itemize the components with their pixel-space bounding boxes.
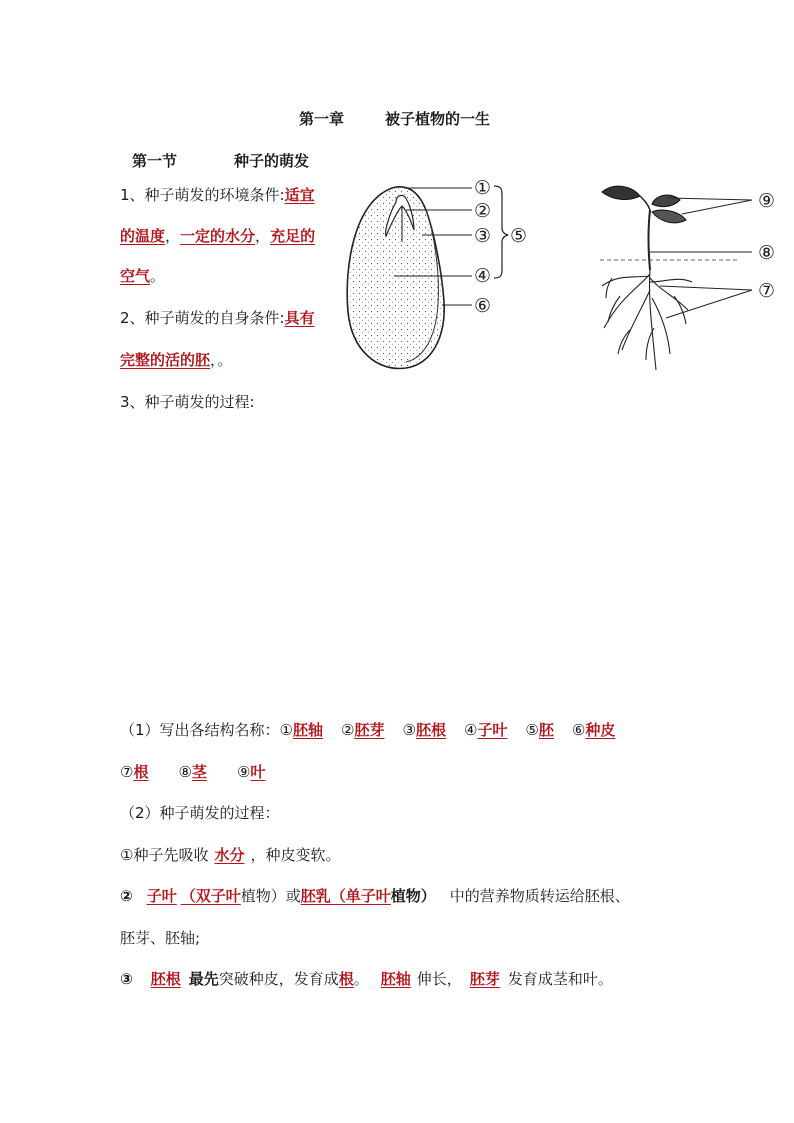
seed-label-4: ④ <box>474 265 492 287</box>
q1-line1 <box>120 185 315 205</box>
p2-line2-cont: 胚芽、胚轴; <box>120 929 201 947</box>
p2-line2 <box>120 886 630 906</box>
p1-line2 <box>120 762 265 782</box>
q1-line3 <box>120 266 165 286</box>
p1-ans-6: 种皮 <box>585 721 616 739</box>
seed-diagram <box>334 172 544 382</box>
p2-l2-ans2: 双子叶 <box>195 887 241 905</box>
seedling-label-7: ⑦ <box>758 280 776 302</box>
p2-l3-text3: 伸长， <box>416 970 462 988</box>
q1-answer-temp-a: 适宜 <box>284 186 315 204</box>
q2-answer-a: 具有 <box>284 309 315 327</box>
p2-l2-paren: （ <box>180 887 196 905</box>
p1-num-4: ④ <box>463 721 478 739</box>
cotyledon-right <box>652 210 686 223</box>
q1-prefix: 1、种子萌发的环境条件: <box>120 186 285 204</box>
cotyledon-left <box>652 195 680 207</box>
p2-l3-bold: 最先 <box>188 970 219 988</box>
p1-num-8: ⑧ <box>178 763 192 781</box>
seed-label-5: ⑤ <box>510 225 528 247</box>
p1-num-1: ① <box>279 721 293 739</box>
p2-l3-ans2: 根 <box>338 970 354 988</box>
p1-ans-2: 胚芽 <box>354 721 385 739</box>
top-leaf <box>602 186 640 199</box>
q1-answer-temp-b: 的温度 <box>120 227 166 245</box>
brace <box>494 186 508 278</box>
p1-ans-1: 胚轴 <box>293 721 324 739</box>
p1-ans-8: 茎 <box>191 763 207 781</box>
chapter-label: 第一章 <box>299 110 345 128</box>
p2-l1-post: ，种皮变软。 <box>250 846 341 864</box>
p1-line1 <box>120 720 615 740</box>
p2-l2-text1: 植物）或 <box>240 887 301 905</box>
q2-end: ，。 <box>210 351 233 369</box>
p1-num-7: ⑦ <box>120 763 134 781</box>
p2-line1 <box>120 845 340 865</box>
section-label: 第一节 <box>132 152 178 170</box>
p2-l3-text4: 发育成茎和叶。 <box>507 970 613 988</box>
p1-num-2: ② <box>341 721 355 739</box>
p1-ans-9: 叶 <box>250 763 266 781</box>
q1-sep2: ， <box>255 227 271 245</box>
p1-ans-7: 根 <box>133 763 149 781</box>
p2-line3 <box>120 969 613 989</box>
seedling-label-8: ⑧ <box>758 242 776 264</box>
q1-answer-water: 一定的水分 <box>180 227 256 245</box>
p2-l2-post: 中的营养物质转运给胚根、 <box>449 887 630 905</box>
p1-num-9: ⑨ <box>236 763 251 781</box>
p1-ans-3: 胚根 <box>415 721 446 739</box>
seed-label-2: ② <box>474 200 492 222</box>
q1-answer-air-a: 充足的 <box>270 227 316 245</box>
p1-num-6: ⑥ <box>571 721 586 739</box>
seedling-diagram <box>590 178 790 378</box>
p2-l3-text1: 突破种皮，发育成 <box>218 970 339 988</box>
q2-line2 <box>120 350 233 370</box>
p2-l2-ans1: 子叶 <box>146 887 177 905</box>
p2-l2-num: ② <box>120 887 133 905</box>
p1-num-5: ⑤ <box>525 721 539 739</box>
seedling-label-9: ⑨ <box>758 190 776 212</box>
seed-label-6: ⑥ <box>474 295 492 317</box>
stem <box>649 210 651 270</box>
q1-sep1: ， <box>165 227 181 245</box>
q3-text: 3、种子萌发的过程: <box>120 393 255 411</box>
section-title: 种子的萌发 <box>234 152 310 170</box>
p2-l3-ans1: 胚根 <box>150 970 181 988</box>
p1-ans-5: 胚 <box>538 721 554 739</box>
p2-l3-ans3: 胚轴 <box>380 970 411 988</box>
q2-prefix: 2、种子萌发的自身条件: <box>120 309 285 327</box>
p2-l1-ans: 水分 <box>214 846 245 864</box>
p1-ans-4: 子叶 <box>477 721 508 739</box>
p2-l2-text2: 植物） <box>390 887 436 905</box>
seed-label-1: ① <box>474 177 492 199</box>
q2-answer-b: 完整的活的胚 <box>120 351 211 369</box>
q2-line1 <box>120 308 315 328</box>
p2-l3-ans4: 胚芽 <box>469 970 500 988</box>
p1-num-3: ③ <box>402 721 416 739</box>
p1-prefix: （1）写出各结构名称： <box>120 721 280 739</box>
seed-label-3: ③ <box>474 225 492 247</box>
p2-l3-num: ③ <box>120 970 133 988</box>
p2-l1-pre: ①种子先吸收 <box>120 846 209 864</box>
roots <box>602 270 692 370</box>
q1-answer-air-b: 空气 <box>120 267 151 285</box>
p2-l3-text2: 。 <box>353 970 369 988</box>
q1-end: 。 <box>150 267 166 285</box>
chapter-title: 被子植物的一生 <box>385 110 491 128</box>
q1-line2 <box>120 226 315 246</box>
p2-l2-ans3: 胚乳（单子叶 <box>300 887 391 905</box>
p2-heading: （2）种子萌发的过程： <box>120 804 280 822</box>
